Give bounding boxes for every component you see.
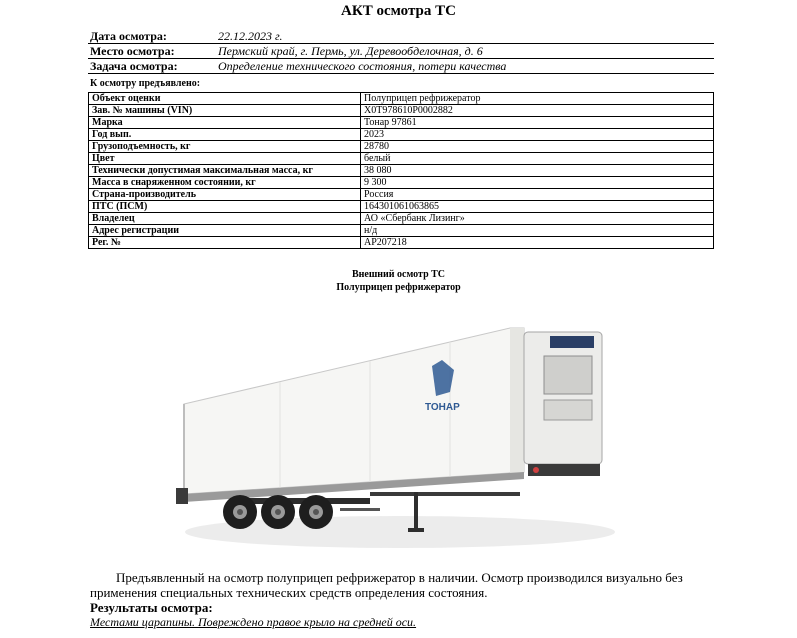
table-row — [89, 105, 714, 117]
table-row — [89, 201, 714, 213]
meta-row-date — [88, 29, 714, 44]
table-row — [89, 237, 714, 249]
meta-label: Задача осмотра: — [90, 59, 178, 73]
table-row — [89, 177, 714, 189]
meta-value: Пермский край, г. Пермь, ул. Деревообделочная, д. 6 — [218, 44, 483, 58]
param-value: Полуприцеп рефрижератор — [361, 93, 714, 105]
table-row — [89, 189, 714, 201]
param-key: Рег. № — [89, 237, 361, 249]
param-value: Тонар 97861 — [361, 117, 714, 129]
tonar-logo-text: ТОНАР — [425, 402, 460, 413]
param-key: Грузоподъемность, кг — [89, 141, 361, 153]
table-row — [89, 129, 714, 141]
inspection-paragraph: Предъявленный на осмотр полуприцеп рефрижератор в наличии. Осмотр производился визуально без применения специальных технических средств определения состояния. — [90, 570, 683, 600]
param-value: АО «Сбербанк Лизинг» — [361, 213, 714, 225]
table-row — [89, 165, 714, 177]
meta-label: Дата осмотра: — [90, 29, 167, 43]
presented-label: К осмотру предъявлено: — [90, 78, 201, 89]
param-key: Масса в снаряженном состоянии, кг — [89, 177, 361, 189]
param-value: белый — [361, 153, 714, 165]
meta-value: Определение технического состояния, потери качества — [218, 59, 507, 73]
photo-caption-title: Внешний осмотр ТС — [351, 269, 446, 280]
param-key: Страна-производитель — [89, 189, 361, 201]
param-value: 164301061063865 — [361, 201, 714, 213]
table-row — [89, 213, 714, 225]
param-value: АР207218 — [361, 237, 714, 249]
param-value: 28780 — [361, 141, 714, 153]
param-key: Технически допустимая максимальная масса, кг — [89, 165, 361, 177]
param-value: 38 080 — [361, 165, 714, 177]
param-key: ПТС (ПСМ) — [89, 201, 361, 213]
trailer-photo — [170, 322, 630, 552]
param-key: Объект оценки — [89, 93, 361, 105]
param-value: 9 300 — [361, 177, 714, 189]
param-value: Россия — [361, 189, 714, 201]
results-label: Результаты осмотра: — [90, 600, 213, 615]
table-row — [89, 225, 714, 237]
vehicle-params-table — [88, 92, 714, 249]
param-key: Цвет — [89, 153, 361, 165]
param-key: Адрес регистрации — [89, 225, 361, 237]
document-title: АКТ осмотра ТС — [341, 3, 456, 19]
table-row — [89, 117, 714, 129]
param-key: Год вып. — [89, 129, 361, 141]
meta-row-place — [88, 44, 714, 59]
param-key: Зав. № машины (VIN) — [89, 105, 361, 117]
meta-value: 22.12.2023 г. — [218, 29, 283, 43]
meta-row-task — [88, 59, 714, 74]
param-value: 2023 — [361, 129, 714, 141]
table-row — [89, 141, 714, 153]
table-row — [89, 93, 714, 105]
meta-label: Место осмотра: — [90, 44, 175, 58]
param-key: Владелец — [89, 213, 361, 225]
table-row — [89, 153, 714, 165]
param-value: X0T978610P0002882 — [361, 105, 714, 117]
findings-text: Местами царапины. Повреждено правое крыло на средней оси. — [90, 615, 417, 629]
param-value: н/д — [361, 225, 714, 237]
param-key: Марка — [89, 117, 361, 129]
photo-caption-subtitle: Полуприцеп рефрижератор — [336, 282, 461, 293]
